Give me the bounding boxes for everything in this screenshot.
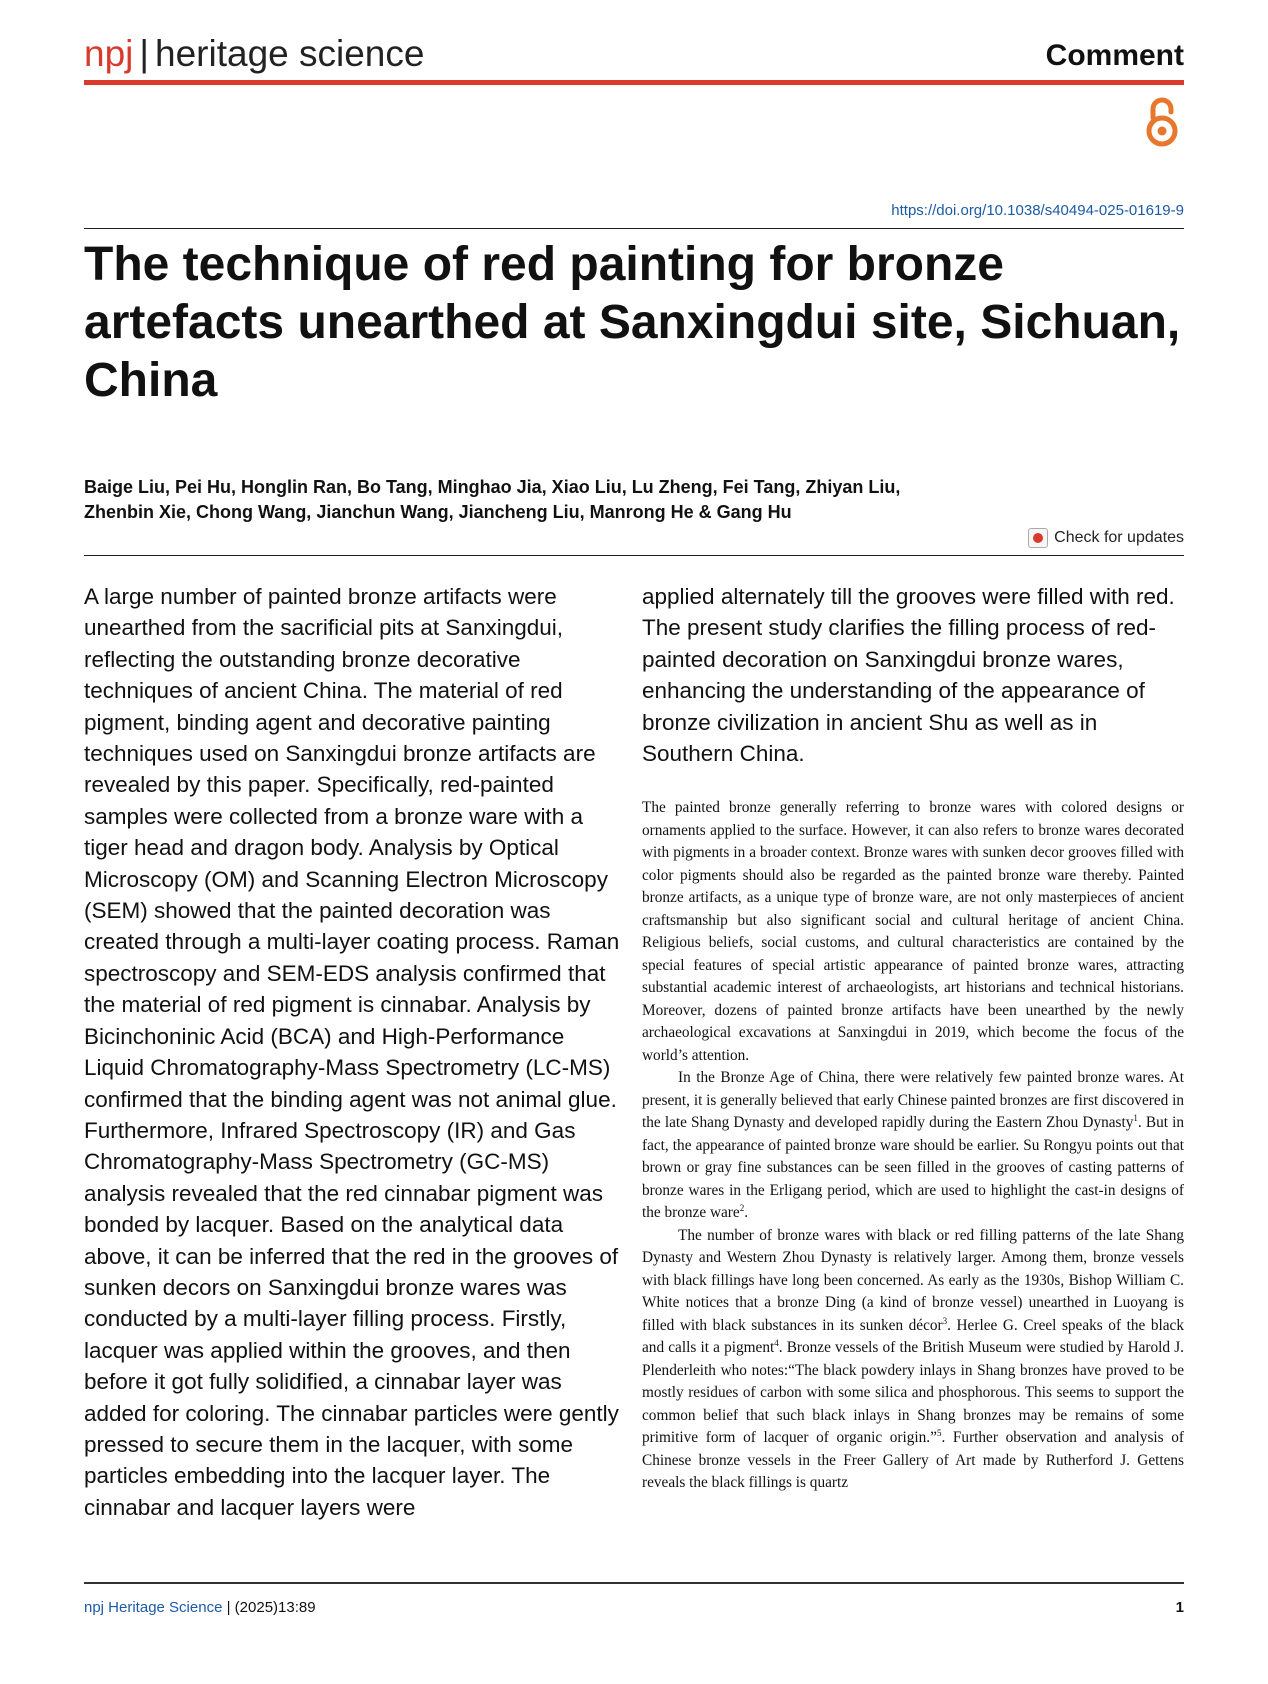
reference-marker[interactable]: 5 xyxy=(936,1427,942,1438)
article-title: The technique of red painting for bronze artefacts unearthed at Sanxingdui site, Sichuan, China xyxy=(84,238,1181,407)
body-paragraph: The painted bronze generally referring to bronze wares with colored designs or ornaments applied to the surface. However, it can also refers to bronze wares decorated with pigments in a broader context. Bronze wares with sunken decor grooves filled with color pigments should also be regarded as the painted bronze ware thereby. Painted bronze artifacts, as a unique type of bronze ware, are not only masterpieces of ancient craftsmanship but also significant social and cultural heritage of ancient China. Religious beliefs, social customs, and cultural characteristics are contained by the special features of special artistic appearance of painted bronze wares, attracting substantial academic interest of archaeologists, art historians and technical historians. Moreover, dozens of painted bronze artifacts have been unearthed by the newly archaeological excavations at Sanxingdui in 2019, which become the focus of the world’s attention. xyxy=(642,799,1184,1064)
paragraph-text: . xyxy=(744,1204,749,1221)
body-paragraph xyxy=(642,1067,1184,1225)
reference-marker[interactable]: 1 xyxy=(1133,1112,1138,1123)
paragraph-text: The number of bronze wares with black or red filling patterns of the late Shang Dynasty and Western Zhou Dynasty is relatively larger. Among them, bronze vessels with black fillings have long been concerned. As early as the 1930s, Bishop William C. White notices that a bronze Ding (a kind of bronze vessel) unearthed in Luoyang is filled with black substances in its sunken décor xyxy=(642,1226,1184,1334)
check-for-updates-button[interactable] xyxy=(1028,527,1184,549)
footer-volume: (2025)13:89 xyxy=(234,1599,316,1616)
page-number: 1 xyxy=(1175,1599,1184,1616)
footer-journal[interactable]: npj Heritage Science xyxy=(84,1599,223,1616)
paragraph-text: . Herlee G. Creel speaks of the black and calls it a pigment xyxy=(642,1316,1184,1356)
check-for-updates-icon xyxy=(1028,528,1048,548)
paragraph-text: . Bronze vessels of the British Museum were studied by Harold J. Plenderleith who notes:“The black powdery inlays in Shang bronzes have proved to be mostly residues of carbon with some silica and phosphorous. This seems to support the common belief that such black inlays in Shang bronzes may be remains of some primitive form of lacquer of organic origin.” xyxy=(642,1339,1184,1446)
doi-rule xyxy=(84,228,1184,229)
author-rule xyxy=(84,555,1184,556)
header-rule xyxy=(84,80,1184,85)
reference-marker[interactable]: 4 xyxy=(774,1337,779,1348)
abstract-column-right: applied alternately till the grooves were filled with red. The present study clarifies the filling process of red-painted decoration on Sanxingdui bronze wares, enhancing the understanding of the appearance of bronze civilization in ancient Shu as well as in Southern China. xyxy=(642,584,1175,767)
reference-marker[interactable]: 3 xyxy=(942,1315,948,1326)
footer-citation xyxy=(84,1598,316,1618)
reference-marker[interactable]: 2 xyxy=(739,1202,745,1213)
check-for-updates-label: Check for updates xyxy=(1054,529,1184,546)
journal-separator: | xyxy=(139,33,150,74)
footer-separator: | xyxy=(226,1599,231,1616)
journal-name: heritage science xyxy=(155,33,425,74)
body-paragraph xyxy=(642,1225,1184,1495)
article-type: Comment xyxy=(1045,39,1184,72)
open-access-lock-icon xyxy=(1142,94,1182,148)
footer-rule xyxy=(84,1582,1184,1584)
abstract-column-left: A large number of painted bronze artifacts were unearthed from the sacrificial pits at Sanxingdui, reflecting the outstanding bronze decorative techniques of ancient China. The material of red pigment, binding agent and decorative painting techniques used on Sanxingdui bronze artifacts are revealed by this paper. Specifically, red-painted samples were collected from a bronze ware with a tiger head and dragon body. Analysis by Optical Microscopy (OM) and Scanning Electron Microscopy (SEM) showed that the painted decoration was created through a multi-layer coating process. Raman spectroscopy and SEM-EDS analysis confirmed that the material of red pigment is cinnabar. Analysis by Bicinchoninic Acid (BCA) and High-Performance Liquid Chromatography-Mass Spectrometry (LC-MS) confirmed that the binding agent was not animal glue. Furthermore, Infrared Spectroscopy (IR) and Gas Chromatography-Mass Spectrometry (GC-MS) analysis revealed that the red cinnabar pigment was bonded by lacquer. Based on the analytical data above, it can be inferred that the red in the grooves of sunken decors on Sanxingdui bronze wares was conducted by a multi-layer filling process. Firstly, lacquer was applied within the grooves, and then before it got fully solidified, a cinnabar layer was added for coloring. The cinnabar particles were gently pressed to secure them in the lacquer, with some particles embedding into the lacquer layer. The cinnabar and lacquer layers were xyxy=(84,584,620,1520)
paragraph-text: . But in fact, the appearance of painted bronze ware should be earlier. Su Rongyu points out that brown or gray fine substances can be seen filled in the grooves of casting patterns of bronze wares in the Erligang period, which are used to highlight the cast-in designs of the bronze ware xyxy=(642,1114,1184,1221)
author-list: Baige Liu, Pei Hu, Honglin Ran, Bo Tang, Minghao Jia, Xiao Liu, Lu Zheng, Fei Tang, Zhiyan Liu, Zhenbin Xie, Chong Wang, Jianchun Wang, Jiancheng Liu, Manrong He & Gang Hu xyxy=(84,477,901,522)
doi-link[interactable]: https://doi.org/10.1038/s40494-025-01619-9 xyxy=(891,202,1184,219)
journal-brand: npj xyxy=(84,33,134,74)
paragraph-text: In the Bronze Age of China, there were relatively few painted bronze wares. At present, it is generally believed that early Chinese painted bronzes are first discovered in the late Shang Dynasty and developed rapidly during the Eastern Zhou Dynasty xyxy=(642,1069,1184,1131)
journal-logo xyxy=(84,30,424,78)
paragraph-text: . Further observation and analysis of Chinese bronze vessels in the Freer Gallery of Art made by Rutherford J. Gettens reveals the black fillings is quartz xyxy=(642,1429,1184,1491)
body-text xyxy=(642,797,1184,1495)
